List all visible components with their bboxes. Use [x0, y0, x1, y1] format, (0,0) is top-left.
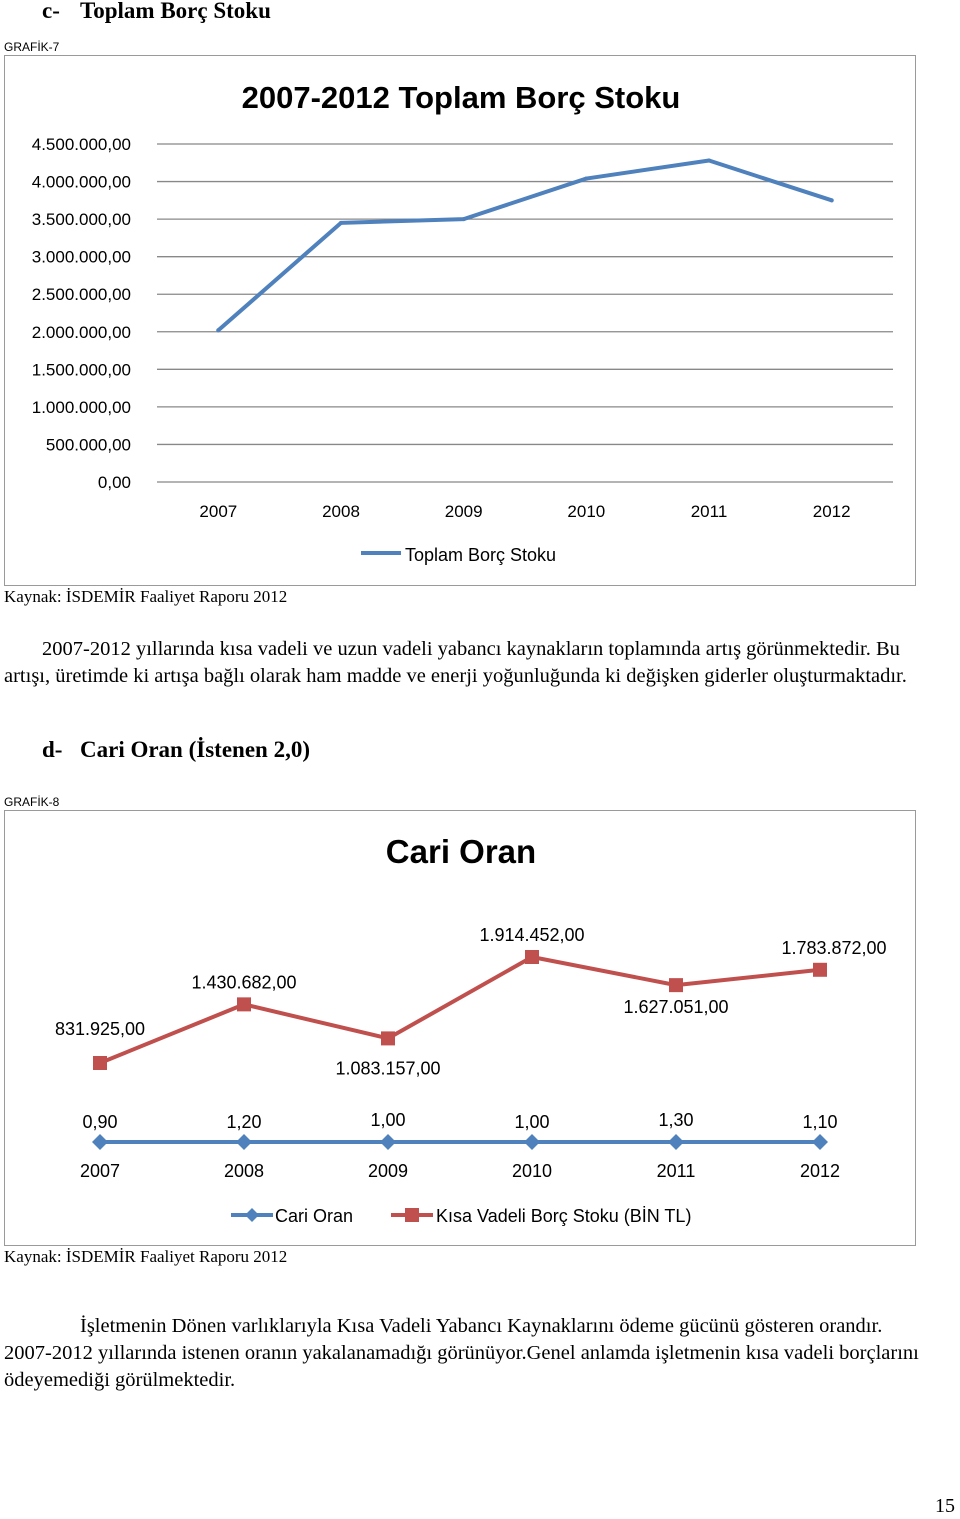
x-tick-label: 2011: [690, 502, 728, 521]
ratio-data-label: 0,90: [82, 1112, 118, 1132]
debt-data-label: 1.430.682,00: [191, 972, 297, 993]
diamond-marker: [236, 1134, 252, 1150]
data-point: [830, 198, 834, 202]
section-d-title: Cari Oran (İstenen 2,0): [80, 737, 310, 762]
square-marker: [813, 963, 827, 977]
source-note-c: Kaynak: İSDEMİR Faaliyet Raporu 2012: [4, 587, 288, 606]
debt-data-label: 1.914.452,00: [479, 925, 585, 945]
paragraph-total-debt: 2007-2012 yıllarında kısa vadeli ve uzun vadeli yabancı kaynakların toplamında artış görünmektedir. Bu artışı, üretimde ki artışa bağlı olarak ham madde ve enerji yoğunluğunda ki değişken giderler oluşturmaktadır.: [4, 638, 907, 687]
square-marker: [381, 1031, 395, 1045]
y-tick-label: 1.000.000,00: [31, 397, 131, 417]
x-tick-label: 2009: [444, 502, 483, 521]
paragraph-current-ratio: İşletmenin Dönen varlıklarıyla Kısa Vadeli Yabancı Kaynaklarını ödeme gücünü gösteren orandır. 2007-2012 yıllarında istenen oranın yakalanamadığı görünüyor.Genel anlamda işletmenin kısa vadeli borçlarını ödeyemediği görülmektedir.: [4, 1315, 919, 1391]
y-tick-label: 4.000.000,00: [31, 172, 131, 192]
debt-data-label: 1.083.157,00: [335, 1058, 441, 1079]
section-c-title: Toplam Borç Stoku: [80, 0, 271, 23]
section-c-letter: c-: [42, 0, 60, 23]
diamond-marker: [524, 1134, 540, 1150]
x-tick-label: 2012: [812, 502, 851, 521]
ratio-data-label: 1,10: [802, 1112, 838, 1132]
diamond-marker: [92, 1134, 108, 1150]
legend-marker-short-term-debt: [405, 1208, 419, 1222]
y-tick-label: 0,00: [97, 473, 131, 492]
data-point: [707, 159, 711, 163]
figure-label-8: GRAFİK-8: [4, 795, 60, 809]
legend-label-current-ratio: Cari Oran: [275, 1206, 354, 1226]
series-line-total-debt: [218, 161, 831, 331]
debt-data-label: 1.783.872,00: [781, 937, 887, 958]
page-number: 15: [935, 1495, 955, 1517]
y-tick-label: 3.000.000,00: [31, 247, 131, 267]
legend-label: Toplam Borç Stoku: [405, 545, 557, 565]
data-point: [584, 177, 588, 181]
y-tick-label: 1.500.000,00: [31, 360, 131, 380]
ratio-data-label: 1,00: [370, 1110, 406, 1130]
figure-label-7: GRAFİK-7: [4, 40, 60, 54]
x-tick-label: 2008: [223, 1161, 265, 1181]
x-tick-label: 2007: [199, 502, 238, 521]
x-tick-label: 2010: [567, 502, 606, 521]
legend-marker-current-ratio: [245, 1208, 259, 1222]
ratio-data-label: 1,00: [514, 1112, 550, 1132]
legend-label-short-term-debt: Kısa Vadeli Borç Stoku (BİN TL): [436, 1206, 692, 1226]
section-d-heading: [42, 737, 310, 763]
section-c-heading: [42, 0, 271, 24]
square-marker: [525, 950, 539, 964]
x-tick-label: 2009: [367, 1161, 409, 1181]
source-note-d: Kaynak: İSDEMİR Faaliyet Raporu 2012: [4, 1247, 288, 1266]
square-marker: [93, 1056, 107, 1070]
data-point: [216, 328, 220, 332]
y-tick-label: 4.500.000,00: [31, 135, 131, 154]
debt-data-label: 1.627.051,00: [623, 997, 729, 1018]
x-tick-label: 2011: [656, 1161, 696, 1181]
section-d-letter: d-: [42, 737, 63, 762]
data-point: [462, 217, 466, 221]
ratio-data-label: 1,20: [226, 1112, 262, 1132]
diamond-marker: [668, 1134, 684, 1150]
y-tick-label: 2.000.000,00: [31, 322, 131, 342]
y-tick-label: 2.500.000,00: [31, 285, 131, 305]
chart-current-ratio: [4, 810, 916, 1246]
square-marker: [237, 997, 251, 1011]
x-tick-label: 2008: [322, 502, 360, 521]
debt-data-label: 831.925,00: [54, 1019, 146, 1039]
x-tick-label: 2012: [799, 1161, 841, 1181]
chart-title: 2007-2012 Toplam Borç Stoku: [241, 80, 681, 115]
data-point: [339, 221, 343, 225]
ratio-data-label: 1,30: [658, 1110, 694, 1130]
chart-total-debt-svg: [5, 56, 917, 587]
diamond-marker: [812, 1134, 828, 1150]
square-marker: [669, 978, 683, 992]
diamond-marker: [380, 1134, 396, 1150]
chart-total-debt: [4, 55, 916, 586]
y-tick-label: 500.000,00: [45, 435, 131, 455]
x-tick-label: 2010: [511, 1161, 553, 1181]
chart-current-ratio-svg: [5, 811, 917, 1247]
y-tick-label: 3.500.000,00: [31, 210, 131, 230]
x-tick-label: 2007: [79, 1161, 121, 1181]
chart-title: Cari Oran: [385, 833, 537, 870]
